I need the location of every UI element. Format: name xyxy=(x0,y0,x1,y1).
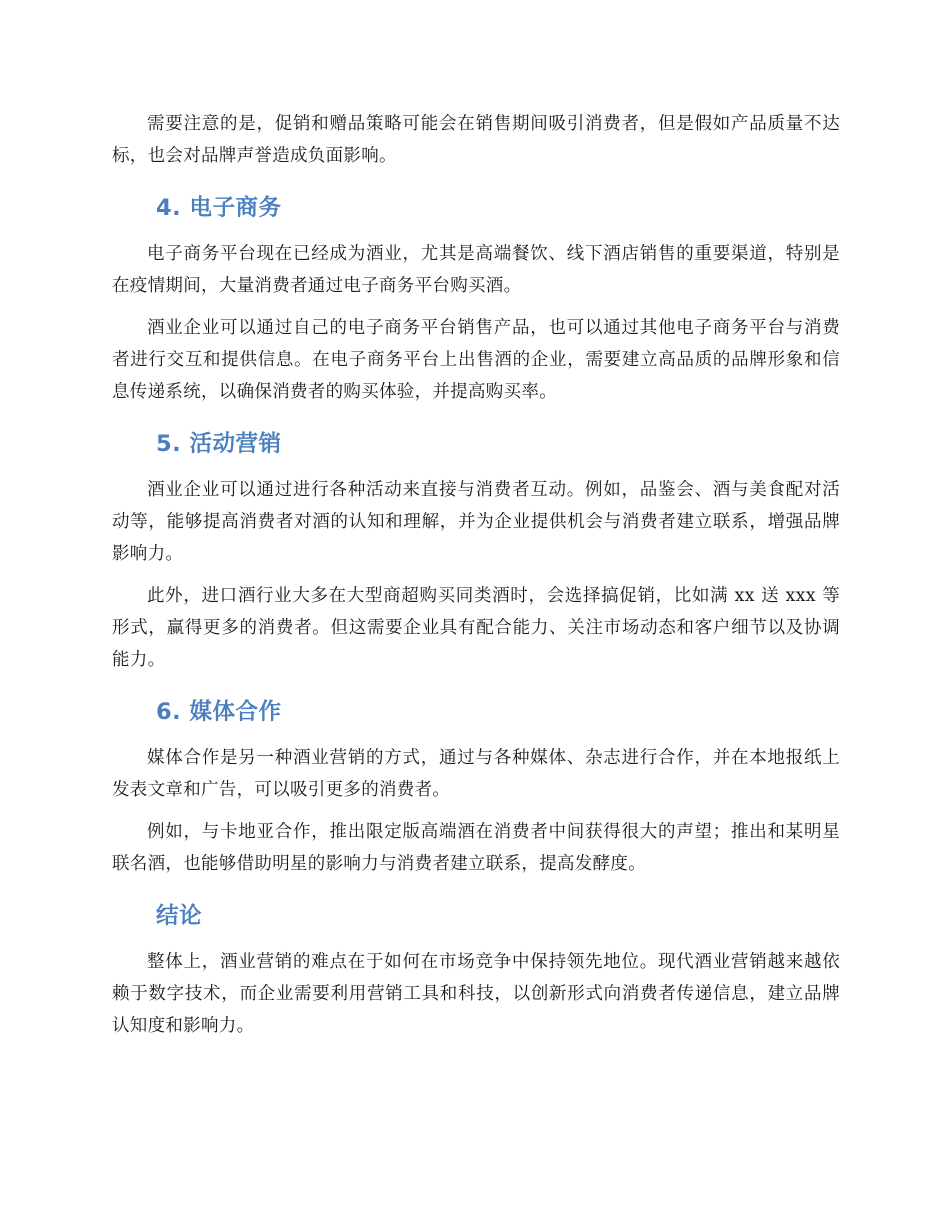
section-conclusion xyxy=(112,900,840,1042)
section-media-cooperation xyxy=(112,696,840,880)
section-heading-ecommerce: 4. 电子商务 xyxy=(156,195,282,221)
section-heading-conclusion: 结论 xyxy=(156,903,203,929)
body-paragraph: 媒体合作是另一种酒业营销的方式，通过与各种媒体、杂志进行合作，并在本地报纸上发表文章和广告，可以吸引更多的消费者。 xyxy=(112,748,840,800)
body-paragraph: 整体上，酒业营销的难点在于如何在市场竞争中保持领先地位。现代酒业营销越来越依赖于数字技术，而企业需要利用营销工具和科技，以创新形式向消费者传递信息，建立品牌认知度和影响力。 xyxy=(112,952,840,1036)
body-paragraph: 电子商务平台现在已经成为酒业，尤其是高端餐饮、线下酒店销售的重要渠道，特别是在疫情期间，大量消费者通过电子商务平台购买酒。 xyxy=(112,244,840,296)
body-paragraph: 此外，进口酒行业大多在大型商超购买同类酒时，会选择搞促销，比如满 xx 送 xxx 等形式，赢得更多的消费者。但这需要企业具有配合能力、关注市场动态和客户细节以及协调能力。 xyxy=(112,586,840,670)
body-paragraph: 酒业企业可以通过自己的电子商务平台销售产品，也可以通过其他电子商务平台与消费者进行交互和提供信息。在电子商务平台上出售酒的企业，需要建立高品质的品牌形象和信息传递系统，以确保消费者的购买体验，并提高购买率。 xyxy=(112,318,840,402)
section-heading-media-cooperation: 6. 媒体合作 xyxy=(156,699,282,725)
section-event-marketing xyxy=(112,428,840,676)
section-ecommerce xyxy=(112,192,840,408)
section-heading-event-marketing: 5. 活动营销 xyxy=(156,431,282,457)
body-paragraph: 例如，与卡地亚合作，推出限定版高端酒在消费者中间获得很大的声望；推出和某明星联名酒，也能够借助明星的影响力与消费者建立联系，提高发酵度。 xyxy=(112,822,840,874)
body-paragraph: 酒业企业可以通过进行各种活动来直接与消费者互动。例如，品鉴会、酒与美食配对活动等，能够提高消费者对酒的认知和理解，并为企业提供机会与消费者建立联系，增强品牌影响力。 xyxy=(112,480,840,564)
intro-paragraph: 需要注意的是，促销和赠品策略可能会在销售期间吸引消费者，但是假如产品质量不达标，也会对品牌声誉造成负面影响。 xyxy=(112,114,840,166)
document-page xyxy=(112,108,840,1042)
